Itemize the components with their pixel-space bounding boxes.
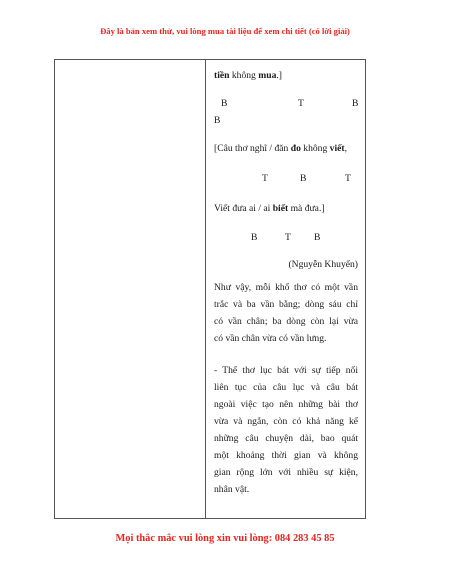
bold-word: tiền [214,70,230,81]
tone-mark: T [262,173,268,184]
bold-word: viết [329,143,345,154]
paragraph-line: liên tục của câu lục và câu bát [214,382,358,393]
text-span: không [229,70,259,81]
paragraph-line: có vần chân; ba dòng còn lại vừa [214,316,358,327]
poem-line-3 [214,201,325,218]
tone-mark: B [314,232,321,243]
paragraph-line: vừa và ngắn, còn có khả năng kể [214,416,358,427]
tone-row-1 [214,96,358,113]
paragraph-line: những câu chuyện dài, bao quát [214,433,358,444]
text-span: .] [276,70,282,81]
text-span: mà đưa.] [288,203,325,214]
paragraph-line: gian rộng lớn với nhiều sự kiện, [214,467,358,478]
tone-mark: B [251,232,258,243]
text-span: không [300,143,330,154]
content-table [54,59,366,519]
bold-word: biết [272,203,289,214]
poem-line-2 [214,141,347,158]
text-span: [Câu thơ nghĩ / đăn [214,143,291,154]
paragraph-line: Như vậy, mỗi khổ thơ có một vần [214,282,358,293]
text-span: Viết đưa ai / ai [214,203,273,214]
tone-mark: T [345,173,351,184]
tone-mark: B [300,173,307,184]
poem-line-1 [214,68,282,85]
author-credit: (Nguyễn Khuyến) [288,259,358,270]
paragraph-line: một khoảng thời gian và không [214,450,358,461]
paragraph-line: ngoài việc tạo nên những bài thơ [214,399,358,410]
tone-mark: B [221,98,228,109]
contact-footer: Mọi thắc mắc vui lòng xin vui lòng: 084 283 45 85 [115,533,335,544]
tone-mark: B [352,98,359,109]
text-span: , [344,143,347,154]
tone-row-1-wrap: B [214,115,221,126]
paragraph-line: trắc và ba vần bằng; dòng sáu chỉ [214,299,358,310]
paragraph-line: có vần chân vừa có vần lưng. [214,333,327,344]
tone-mark: T [298,98,304,109]
tone-row-3 [214,230,358,247]
bold-word: mua [258,70,277,81]
tone-mark: T [285,232,291,243]
paragraph-line: - Thể thơ lục bát với sự tiếp nối [214,365,358,376]
preview-notice: Đây là bản xem thử, vui lòng mua tài liệu để xem chi tiết (có lời giải) [100,26,350,36]
bold-word: đo [290,143,301,154]
column-divider [205,60,206,518]
tone-row-2 [214,171,358,188]
paragraph-line: nhân vật. [214,484,250,495]
